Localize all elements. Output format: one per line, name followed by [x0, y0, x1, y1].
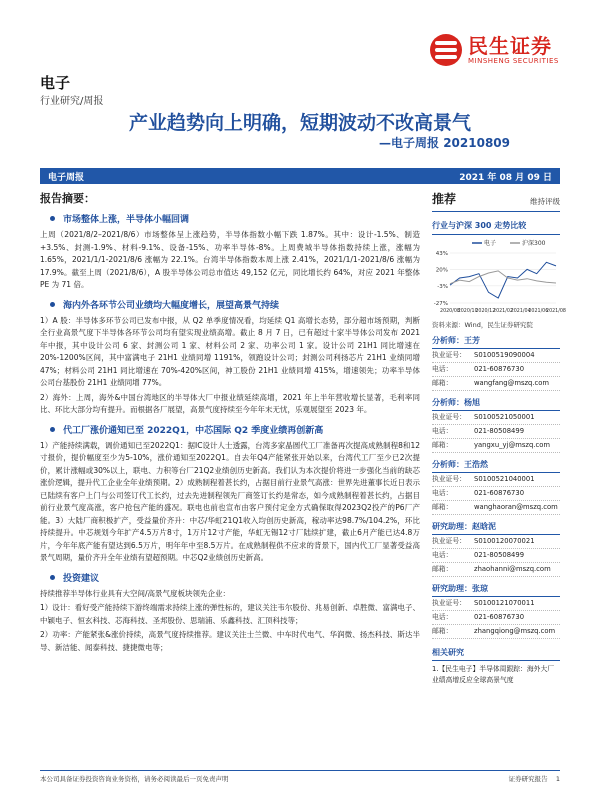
- analyst-heading: 研究助理：张琼: [432, 583, 560, 597]
- page-title: 产业趋势向上明确，短期波动不改高景气: [128, 112, 471, 134]
- analyst-phone: 电话： 021-60876730: [432, 487, 560, 501]
- analyst-cert: 执业证号： S0100521050001: [432, 411, 560, 425]
- analyst-phone: 电话： 021-60876730: [432, 611, 560, 625]
- analyst-cert: 执业证号： S0100519090004: [432, 349, 560, 363]
- rating-label: 维持评级: [530, 197, 560, 206]
- brand-name-en: MINSHENG SECURITIES: [468, 57, 559, 65]
- footer-label: 证券研究报告: [508, 775, 548, 783]
- brand-logo: [430, 30, 580, 70]
- section-paragraph: 上周（2021/8/2–2021/8/6）市场整体呈上涨趋势，半导体指数小幅下跌 1.87%。其中：设计-1.5%、制造+3.5%、封测-1.9%、材料-9.1%、设备-15%、功率半导体-8%。上周费城半导体指数持续上涨，涨幅为 1.65%，2021/1/1-2021/8/6 涨幅为 22.1%。台湾半导体指数本周上涨 2.41%，2021/1/1-2021/8/6 涨幅为 17.9%。截至上周（2021/8/6），A 股半导体公司总市值达 49,152 亿元，同比增长约 64%，对应 2021 年整体 PE 为 71 倍。: [40, 230, 420, 289]
- section-heading: 投资建议: [50, 571, 420, 584]
- analyst-phone: 电话： 021-60876730: [432, 363, 560, 377]
- report-type: 电子周报: [48, 172, 85, 183]
- bullet-icon: [50, 302, 55, 307]
- x-tick-label: 2020/12: [475, 309, 496, 314]
- disclaimer-note: 本公司具备证券投资咨询业务资格，请务必阅读最后一页免责声明: [40, 775, 229, 783]
- chart-source: 资料来源：Wind，民生证券研究院: [432, 321, 533, 329]
- y-tick-label: -3%: [437, 283, 448, 290]
- section-heading: 代工厂涨价通知已至 2022Q1，中芯国际 Q2 季度业绩再创新高: [50, 423, 420, 436]
- y-tick-label: 20%: [435, 267, 448, 274]
- x-tick-label: 2021/08: [546, 309, 566, 314]
- analyst-cert: 执业证号： S0100121070011: [432, 597, 560, 611]
- sidebar: [432, 190, 566, 686]
- analyst-heading: 分析师：王浩然: [432, 459, 560, 473]
- section-paragraph: 持续推荐半导体行业具有大空间/高景气度板块领先企业：: [40, 588, 231, 598]
- section-paragraph: 2）海外：上周，海外&中国台湾地区的半导体大厂中报业绩延续高增，2021 年上半年营收增长显著，毛利率同比、环比大部分均有提升。而根据各厂展望，高景气度持续至今年年末无忧，乐观展望至 2023 年。: [40, 392, 420, 414]
- bullet-icon: [50, 427, 55, 432]
- trend-chart: [432, 237, 566, 317]
- summary-column: [40, 190, 420, 654]
- section-paragraph: 1）A 股：半导体多环节公司已发布中报，从 Q2 单季度情况看，均延续 Q1 高增长态势，部分超市场预期，判断全行业高景气度下半导体各环节公司均有望实现业绩高增。截止 8 月 7 日，已有超过十家半导体公司发布 2021 年中报，其中设计公司 6 家、封测公司 1 家、材料公司 2 家、功率公司 1 家。设计公司 21H1 同比增速在 20%-1200%区间，其中富满电子 21H1 业绩同增 1191%，领跑设计公司；封测公司利扬芯片 21H1 业绩同增 47%；材料公司 21H1 同比增速在 70%-420%区间，神工股份 21H1 业绩同增 415%，增速领先；功率半导体公司台基股份 21H1 业绩同增 77%。: [40, 315, 420, 387]
- bullet-icon: [50, 575, 55, 580]
- related-item[interactable]: 1.【民生电子】半导体周跟踪：海外大厂业绩高增反应全球高景气度: [432, 665, 555, 684]
- brand-name: 民生证券: [468, 34, 552, 58]
- rating-row: [432, 190, 560, 212]
- section-paragraph: 1）产能持续满载，调价通知已至2022Q1：据IC设计人士透露，台湾多家晶圆代工厂准备再次提高成熟制程8和12寸报价，提价幅度至少为5-10%，涨价通知至2022Q1。自去年Q4产能紧张开始以来，台湾代工厂至少已2次提价，累计涨幅或30%以上，联电、力积等台厂21Q2业绩创历史新高。我们认为本次提价将进一步强化当前的缺芯涨价逻辑，提升代工企业全年业绩预期。2）成熟制程着甚长约，占据目前行业景气高涨：世界先进董事长近日表示已陆续有客户上门与公司签订代工长约，过去先进制程领先厂商签订长约是常态，如今成熟制程着甚长约，占据目前行业景气度高涨，客户抢包产能的盛况。联电也前也宣布由客户预付定金方式确保取得2023Q2投产的P6厂产能。3）大陆厂商积极扩产，受益量价齐升：中芯/华虹21Q1收入均创历史新高，稼动率达98.7%/104.2%，环比持续提升。中芯规划今年扩产4.5万片8寸，1万片12寸产能，华虹无锡12寸厂陆续扩建，截止6月产能已达4.8万片，今年年底产能有望达到6.5万片，明年年中至8.5万片。在成熟制程供不应求的背景下，国内代工厂显著受益高景气周期，量价齐升全年业绩有望超预期。中芯Q2业绩创历史新高。: [40, 440, 420, 562]
- analyst-heading: 研究助理：赵晗泥: [432, 521, 560, 535]
- legend-label: 沪深300: [522, 240, 546, 247]
- section-heading: 海内外各环节公司业绩均大幅度增长，展望高景气持续: [50, 298, 420, 311]
- bullet-icon: [50, 216, 55, 221]
- section-paragraph: 1）设计：看好受产能持续下游终端需求持续上涨的弹性标的，建议关注韦尔股份、兆易创新、卓胜微、富满电子、中颖电子、恒玄科技、芯海科技、圣邦股份、思瑞浦、乐鑫科技、汇顶科技等；: [40, 603, 420, 625]
- page-subtitle: —电子周报 20210809: [379, 136, 510, 150]
- report-date: 2021 年 08 月 09 日: [459, 172, 552, 183]
- section-paragraph: 2）功率：产能紧张&涨价持续，高景气度持续推荐。建议关注士兰微、中车时代电气、华润微、扬杰科技、斯达半导、新洁能、闻泰科技、捷捷微电等；: [40, 630, 420, 652]
- series-line: [450, 262, 556, 298]
- analyst-cert: 执业证号： S0100521040001: [432, 473, 560, 487]
- page-number: 1: [555, 775, 560, 783]
- analyst-heading: 分析师：王芳: [432, 335, 560, 349]
- category-label: 行业研究/周报: [40, 96, 104, 107]
- x-tick-label: 2021/04: [510, 309, 531, 314]
- analyst-heading: 分析师：杨旭: [432, 397, 560, 411]
- related-heading: 相关研究: [432, 647, 560, 661]
- brand-mark-icon: [430, 34, 462, 66]
- chart-heading: 行业与沪深 300 走势比较: [432, 220, 560, 235]
- analyst-email[interactable]: 邮箱： zhangqiong@mszq.com: [432, 625, 560, 639]
- analyst-email[interactable]: 邮箱： yangxu_yj@mszq.com: [432, 439, 560, 453]
- analyst-phone: 电话： 021-80508499: [432, 425, 560, 439]
- x-tick-label: 2020/08: [440, 309, 460, 314]
- legend-label: 电子: [484, 240, 497, 247]
- x-tick-label: 2021/06: [528, 309, 549, 314]
- analyst-phone: 电话： 021-80508499: [432, 549, 560, 563]
- y-tick-label: 43%: [435, 251, 448, 257]
- summary-heading: 报告摘要：: [40, 192, 95, 205]
- analyst-email[interactable]: 邮箱： wanghaoran@mszq.com: [432, 501, 560, 515]
- industry-label: 电子: [40, 74, 71, 92]
- section-heading: 市场整体上涨，半导体小幅回调: [50, 212, 420, 225]
- analyst-email[interactable]: 邮箱： zhaohanni@mszq.com: [432, 563, 560, 577]
- y-tick-label: -27%: [433, 301, 448, 307]
- x-tick-label: 2021/02: [493, 309, 513, 314]
- x-tick-label: 2020/10: [457, 309, 478, 314]
- analyst-cert: 执业证号： S0100120070021: [432, 535, 560, 549]
- recommend-label: 推荐: [432, 192, 457, 206]
- report-bar: [40, 168, 560, 184]
- footer: [40, 770, 560, 783]
- analyst-email[interactable]: 邮箱： wangfang@mszq.com: [432, 377, 560, 391]
